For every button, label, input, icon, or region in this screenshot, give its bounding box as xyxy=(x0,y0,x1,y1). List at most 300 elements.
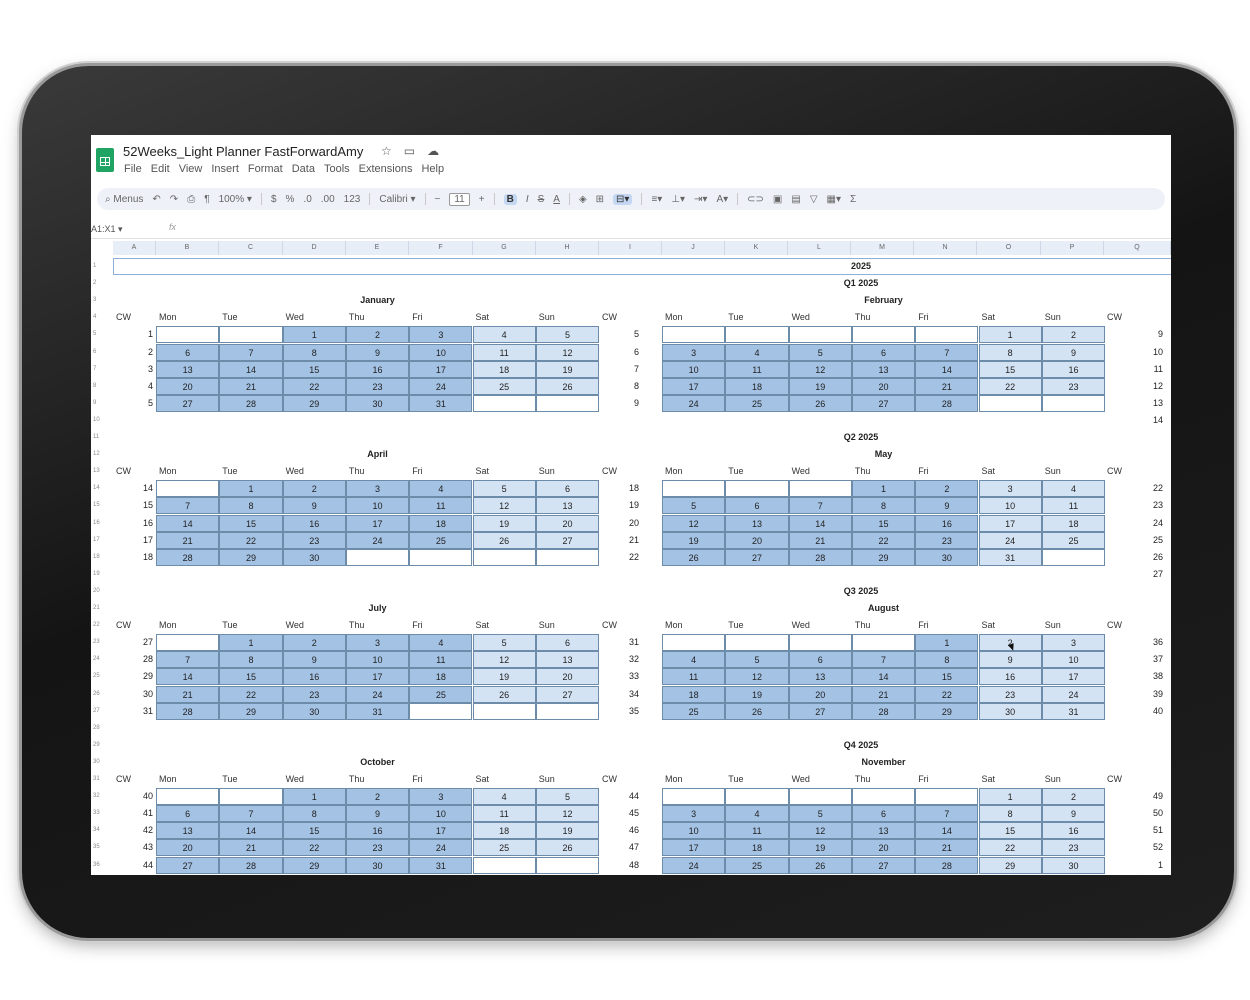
day-cell[interactable] xyxy=(536,703,599,720)
day-cell[interactable]: 21 xyxy=(156,686,219,703)
day-cell[interactable]: 23 xyxy=(979,686,1042,703)
day-cell[interactable]: 22 xyxy=(979,839,1042,856)
menu-format[interactable]: Format xyxy=(247,163,283,175)
day-cell[interactable]: 27 xyxy=(852,857,915,874)
increase-decimal-button[interactable]: .00 xyxy=(320,193,335,205)
menu-tools[interactable]: Tools xyxy=(323,163,350,175)
day-cell[interactable]: 25 xyxy=(725,395,788,412)
strikethrough-icon[interactable]: S xyxy=(537,193,545,205)
day-cell[interactable]: 12 xyxy=(536,344,599,361)
day-cell[interactable]: 15 xyxy=(219,515,282,532)
day-cell[interactable] xyxy=(662,326,725,343)
day-cell[interactable]: 31 xyxy=(979,549,1042,566)
day-cell[interactable]: 26 xyxy=(473,686,536,703)
font-select[interactable]: Calibri ▾ xyxy=(379,193,416,205)
day-cell[interactable] xyxy=(725,326,788,343)
bold-button[interactable]: B xyxy=(504,194,517,205)
day-cell[interactable]: 11 xyxy=(725,361,788,378)
day-cell[interactable]: 8 xyxy=(283,344,346,361)
day-cell[interactable]: 10 xyxy=(662,361,725,378)
day-cell[interactable]: 14 xyxy=(852,668,915,685)
day-cell[interactable]: 29 xyxy=(219,549,282,566)
row-header[interactable]: 5 xyxy=(93,331,97,338)
day-cell[interactable]: 19 xyxy=(725,686,788,703)
day-cell[interactable] xyxy=(725,634,788,651)
day-cell[interactable]: 28 xyxy=(156,703,219,720)
day-cell[interactable]: 5 xyxy=(725,651,788,668)
day-cell[interactable]: 6 xyxy=(536,480,599,497)
day-cell[interactable]: 12 xyxy=(473,651,536,668)
day-cell[interactable]: 8 xyxy=(219,497,282,514)
day-cell[interactable]: 20 xyxy=(852,839,915,856)
filter-icon[interactable]: ▽ xyxy=(809,193,818,205)
day-cell[interactable]: 2 xyxy=(915,480,978,497)
name-box[interactable]: A1:X1 ▾ xyxy=(91,224,123,234)
day-cell[interactable]: 19 xyxy=(536,361,599,378)
row-header[interactable]: 18 xyxy=(93,553,100,560)
day-cell[interactable] xyxy=(536,857,599,874)
column-header[interactable]: L xyxy=(788,241,851,255)
day-cell[interactable] xyxy=(473,703,536,720)
decrease-decimal-button[interactable]: .0 xyxy=(303,193,312,205)
day-cell[interactable]: 23 xyxy=(1042,378,1105,395)
day-cell[interactable] xyxy=(156,480,219,497)
align-vertical-icon[interactable]: ⊥▾ xyxy=(671,193,686,205)
day-cell[interactable]: 17 xyxy=(662,839,725,856)
day-cell[interactable]: 28 xyxy=(789,549,852,566)
day-cell[interactable]: 25 xyxy=(473,839,536,856)
font-size-decrease-icon[interactable]: − xyxy=(434,193,441,205)
zoom-select[interactable]: 100% ▾ xyxy=(218,193,252,205)
day-cell[interactable] xyxy=(156,788,219,805)
menu-edit[interactable]: Edit xyxy=(150,163,170,175)
day-cell[interactable] xyxy=(852,634,915,651)
day-cell[interactable]: 2 xyxy=(283,634,346,651)
day-cell[interactable]: 30 xyxy=(1042,857,1105,874)
redo-icon[interactable]: ↷ xyxy=(169,193,179,205)
day-cell[interactable]: 1 xyxy=(219,480,282,497)
column-header[interactable]: B xyxy=(156,241,219,255)
day-cell[interactable]: 3 xyxy=(1042,634,1105,651)
day-cell[interactable] xyxy=(156,326,219,343)
day-cell[interactable]: 7 xyxy=(156,651,219,668)
day-cell[interactable]: 9 xyxy=(283,497,346,514)
day-cell[interactable]: 2 xyxy=(283,480,346,497)
day-cell[interactable] xyxy=(473,549,536,566)
menu-extensions[interactable]: Extensions xyxy=(358,163,413,175)
row-header[interactable]: 34 xyxy=(93,827,100,834)
day-cell[interactable]: 10 xyxy=(662,822,725,839)
menu-insert[interactable]: Insert xyxy=(211,163,239,175)
chart-icon[interactable]: ▤ xyxy=(791,193,801,205)
day-cell[interactable]: 18 xyxy=(725,378,788,395)
day-cell[interactable]: 20 xyxy=(789,686,852,703)
day-cell[interactable]: 4 xyxy=(409,634,472,651)
day-cell[interactable]: 4 xyxy=(473,788,536,805)
day-cell[interactable]: 6 xyxy=(725,497,788,514)
day-cell[interactable]: 9 xyxy=(346,805,409,822)
day-cell[interactable]: 13 xyxy=(789,668,852,685)
day-cell[interactable]: 14 xyxy=(219,822,282,839)
row-header[interactable]: 15 xyxy=(93,502,100,509)
day-cell[interactable]: 22 xyxy=(219,686,282,703)
day-cell[interactable]: 4 xyxy=(409,480,472,497)
day-cell[interactable]: 6 xyxy=(536,634,599,651)
day-cell[interactable]: 15 xyxy=(979,361,1042,378)
day-cell[interactable]: 20 xyxy=(536,515,599,532)
day-cell[interactable]: 18 xyxy=(1042,515,1105,532)
day-cell[interactable]: 26 xyxy=(662,549,725,566)
print-icon[interactable]: ⎙ xyxy=(187,193,196,205)
column-header[interactable]: C xyxy=(219,241,283,255)
day-cell[interactable]: 14 xyxy=(789,515,852,532)
day-cell[interactable]: 27 xyxy=(536,686,599,703)
day-cell[interactable]: 8 xyxy=(979,805,1042,822)
row-header[interactable]: 24 xyxy=(93,656,100,663)
day-cell[interactable]: 20 xyxy=(156,839,219,856)
day-cell[interactable] xyxy=(789,788,852,805)
day-cell[interactable]: 3 xyxy=(346,634,409,651)
day-cell[interactable]: 3 xyxy=(346,480,409,497)
day-cell[interactable]: 24 xyxy=(1042,686,1105,703)
day-cell[interactable]: 13 xyxy=(156,822,219,839)
column-header[interactable]: O xyxy=(977,241,1041,255)
day-cell[interactable]: 22 xyxy=(219,532,282,549)
day-cell[interactable]: 31 xyxy=(409,395,472,412)
day-cell[interactable]: 5 xyxy=(789,805,852,822)
day-cell[interactable]: 7 xyxy=(156,497,219,514)
day-cell[interactable]: 26 xyxy=(536,378,599,395)
day-cell[interactable]: 1 xyxy=(283,788,346,805)
day-cell[interactable]: 13 xyxy=(852,822,915,839)
row-header[interactable]: 36 xyxy=(93,861,100,868)
day-cell[interactable]: 17 xyxy=(979,515,1042,532)
column-header[interactable]: J xyxy=(662,241,725,255)
row-header[interactable]: 9 xyxy=(93,399,97,406)
day-cell[interactable]: 8 xyxy=(283,805,346,822)
day-cell[interactable]: 19 xyxy=(789,839,852,856)
day-cell[interactable]: 21 xyxy=(852,686,915,703)
day-cell[interactable]: 16 xyxy=(283,668,346,685)
day-cell[interactable]: 17 xyxy=(1042,668,1105,685)
day-cell[interactable]: 8 xyxy=(915,651,978,668)
day-cell[interactable]: 18 xyxy=(409,668,472,685)
day-cell[interactable]: 22 xyxy=(283,839,346,856)
day-cell[interactable]: 22 xyxy=(283,378,346,395)
day-cell[interactable]: 30 xyxy=(915,549,978,566)
day-cell[interactable]: 6 xyxy=(789,651,852,668)
column-header[interactable]: A xyxy=(113,241,156,255)
day-cell[interactable]: 3 xyxy=(979,480,1042,497)
day-cell[interactable]: 3 xyxy=(662,344,725,361)
font-size-input[interactable]: 11 xyxy=(449,193,469,206)
day-cell[interactable]: 16 xyxy=(346,822,409,839)
day-cell[interactable]: 18 xyxy=(409,515,472,532)
column-header[interactable]: Q xyxy=(1104,241,1171,255)
day-cell[interactable]: 10 xyxy=(409,344,472,361)
menu-file[interactable]: File xyxy=(124,163,142,175)
day-cell[interactable]: 6 xyxy=(852,344,915,361)
day-cell[interactable]: 4 xyxy=(473,326,536,343)
sheets-logo-icon[interactable] xyxy=(96,148,114,172)
row-header[interactable]: 23 xyxy=(93,639,100,646)
day-cell[interactable]: 30 xyxy=(283,703,346,720)
day-cell[interactable]: 23 xyxy=(283,686,346,703)
cloud-icon[interactable]: ☁ xyxy=(427,144,440,158)
search-menus[interactable] xyxy=(105,194,143,205)
day-cell[interactable]: 13 xyxy=(725,515,788,532)
day-cell[interactable]: 25 xyxy=(409,532,472,549)
day-cell[interactable]: 16 xyxy=(283,515,346,532)
day-cell[interactable]: 10 xyxy=(1042,651,1105,668)
day-cell[interactable] xyxy=(979,395,1042,412)
day-cell[interactable]: 29 xyxy=(219,703,282,720)
day-cell[interactable]: 4 xyxy=(1042,480,1105,497)
day-cell[interactable]: 1 xyxy=(979,788,1042,805)
day-cell[interactable]: 24 xyxy=(346,686,409,703)
day-cell[interactable]: 9 xyxy=(1042,344,1105,361)
row-header[interactable]: 4 xyxy=(93,314,97,321)
day-cell[interactable] xyxy=(725,788,788,805)
day-cell[interactable]: 10 xyxy=(346,497,409,514)
day-cell[interactable]: 1 xyxy=(852,480,915,497)
paint-format-icon[interactable]: ¶ xyxy=(204,193,210,205)
day-cell[interactable]: 10 xyxy=(979,497,1042,514)
day-cell[interactable]: 1 xyxy=(283,326,346,343)
day-cell[interactable]: 7 xyxy=(219,805,282,822)
day-cell[interactable]: 11 xyxy=(1042,497,1105,514)
day-cell[interactable]: 11 xyxy=(473,344,536,361)
day-cell[interactable]: 4 xyxy=(725,344,788,361)
day-cell[interactable]: 1 xyxy=(979,326,1042,343)
row-header[interactable]: 7 xyxy=(93,365,97,372)
day-cell[interactable]: 16 xyxy=(979,668,1042,685)
day-cell[interactable]: 15 xyxy=(283,361,346,378)
column-header[interactable]: H xyxy=(536,241,599,255)
day-cell[interactable]: 28 xyxy=(219,395,282,412)
column-header[interactable]: K xyxy=(725,241,788,255)
borders-icon[interactable]: ⊞ xyxy=(595,193,605,205)
day-cell[interactable]: 28 xyxy=(915,395,978,412)
day-cell[interactable]: 19 xyxy=(662,532,725,549)
day-cell[interactable]: 13 xyxy=(852,361,915,378)
italic-button[interactable]: I xyxy=(525,193,529,205)
day-cell[interactable]: 16 xyxy=(346,361,409,378)
day-cell[interactable]: 24 xyxy=(662,395,725,412)
day-cell[interactable]: 9 xyxy=(346,344,409,361)
column-header[interactable]: I xyxy=(599,241,662,255)
day-cell[interactable]: 17 xyxy=(409,361,472,378)
day-cell[interactable]: 4 xyxy=(662,651,725,668)
day-cell[interactable]: 27 xyxy=(156,395,219,412)
day-cell[interactable]: 29 xyxy=(852,549,915,566)
day-cell[interactable]: 25 xyxy=(725,857,788,874)
day-cell[interactable]: 19 xyxy=(473,668,536,685)
day-cell[interactable]: 25 xyxy=(473,378,536,395)
day-cell[interactable]: 5 xyxy=(789,344,852,361)
column-header[interactable]: M xyxy=(851,241,914,255)
day-cell[interactable] xyxy=(915,326,978,343)
day-cell[interactable]: 15 xyxy=(915,668,978,685)
day-cell[interactable]: 1 xyxy=(219,634,282,651)
day-cell[interactable]: 25 xyxy=(409,686,472,703)
day-cell[interactable] xyxy=(1042,395,1105,412)
day-cell[interactable]: 18 xyxy=(473,822,536,839)
row-header[interactable]: 20 xyxy=(93,587,100,594)
link-icon[interactable]: ⊂⊃ xyxy=(747,193,764,205)
day-cell[interactable]: 26 xyxy=(473,532,536,549)
day-cell[interactable]: 25 xyxy=(662,703,725,720)
day-cell[interactable]: 7 xyxy=(219,344,282,361)
day-cell[interactable] xyxy=(409,549,472,566)
day-cell[interactable]: 20 xyxy=(852,378,915,395)
row-header[interactable]: 30 xyxy=(93,758,100,765)
number-format-button[interactable]: 123 xyxy=(343,193,361,205)
day-cell[interactable]: 6 xyxy=(852,805,915,822)
row-header[interactable]: 31 xyxy=(93,776,100,782)
day-cell[interactable]: 31 xyxy=(346,703,409,720)
menu-data[interactable]: Data xyxy=(291,163,315,175)
day-cell[interactable]: 23 xyxy=(1042,839,1105,856)
row-header[interactable]: 27 xyxy=(93,707,100,714)
day-cell[interactable]: 14 xyxy=(915,361,978,378)
day-cell[interactable] xyxy=(725,480,788,497)
day-cell[interactable]: 21 xyxy=(789,532,852,549)
day-cell[interactable]: 28 xyxy=(156,549,219,566)
day-cell[interactable]: 18 xyxy=(725,839,788,856)
day-cell[interactable]: 11 xyxy=(725,822,788,839)
day-cell[interactable]: 23 xyxy=(283,532,346,549)
column-header[interactable]: D xyxy=(283,241,346,255)
day-cell[interactable] xyxy=(409,703,472,720)
day-cell[interactable]: 29 xyxy=(283,857,346,874)
day-cell[interactable]: 29 xyxy=(283,395,346,412)
day-cell[interactable]: 21 xyxy=(915,839,978,856)
document-title[interactable]: 52Weeks_Light Planner FastForwardAmy xyxy=(123,144,364,159)
day-cell[interactable]: 1 xyxy=(915,634,978,651)
currency-button[interactable]: $ xyxy=(270,193,277,205)
day-cell[interactable]: 2 xyxy=(1042,788,1105,805)
day-cell[interactable]: 2 xyxy=(1042,326,1105,343)
align-horizontal-icon[interactable]: ≡▾ xyxy=(651,193,663,205)
text-wrap-icon[interactable]: ⇥▾ xyxy=(694,193,708,205)
folder-icon[interactable]: ▭ xyxy=(403,144,416,158)
day-cell[interactable]: 12 xyxy=(473,497,536,514)
menu-view[interactable]: View xyxy=(178,163,203,175)
functions-icon[interactable]: Σ xyxy=(850,193,857,205)
row-header[interactable]: 21 xyxy=(93,605,100,611)
row-header[interactable]: 26 xyxy=(93,690,100,697)
day-cell[interactable]: 28 xyxy=(852,703,915,720)
day-cell[interactable] xyxy=(789,634,852,651)
comment-icon[interactable]: ▣ xyxy=(772,193,783,205)
day-cell[interactable]: 17 xyxy=(409,822,472,839)
day-cell[interactable]: 19 xyxy=(789,378,852,395)
row-header[interactable]: 14 xyxy=(93,485,100,492)
day-cell[interactable]: 19 xyxy=(473,515,536,532)
row-header[interactable]: 11 xyxy=(93,434,100,440)
day-cell[interactable]: 20 xyxy=(156,378,219,395)
day-cell[interactable] xyxy=(156,634,219,651)
day-cell[interactable]: 5 xyxy=(473,634,536,651)
day-cell[interactable]: 24 xyxy=(409,378,472,395)
row-header[interactable]: 29 xyxy=(93,741,100,748)
day-cell[interactable] xyxy=(852,326,915,343)
row-header[interactable]: 8 xyxy=(93,382,97,389)
day-cell[interactable]: 19 xyxy=(536,822,599,839)
day-cell[interactable]: 17 xyxy=(662,378,725,395)
day-cell[interactable]: 9 xyxy=(979,651,1042,668)
day-cell[interactable]: 23 xyxy=(915,532,978,549)
day-cell[interactable]: 11 xyxy=(662,668,725,685)
day-cell[interactable]: 31 xyxy=(409,857,472,874)
day-cell[interactable]: 26 xyxy=(789,395,852,412)
day-cell[interactable]: 6 xyxy=(156,805,219,822)
day-cell[interactable]: 16 xyxy=(915,515,978,532)
day-cell[interactable] xyxy=(536,549,599,566)
day-cell[interactable] xyxy=(852,788,915,805)
day-cell[interactable] xyxy=(346,549,409,566)
row-header[interactable]: 6 xyxy=(93,348,97,355)
day-cell[interactable]: 11 xyxy=(473,805,536,822)
row-header[interactable]: 25 xyxy=(93,673,100,680)
day-cell[interactable]: 15 xyxy=(852,515,915,532)
star-icon[interactable]: ☆ xyxy=(381,144,392,158)
row-header[interactable]: 3 xyxy=(93,297,97,304)
year-merged-cell[interactable] xyxy=(113,258,1171,275)
day-cell[interactable]: 28 xyxy=(219,857,282,874)
column-header[interactable]: E xyxy=(346,241,409,255)
day-cell[interactable]: 2 xyxy=(346,326,409,343)
column-header[interactable]: N xyxy=(914,241,977,255)
day-cell[interactable]: 9 xyxy=(915,497,978,514)
day-cell[interactable]: 27 xyxy=(789,703,852,720)
day-cell[interactable]: 5 xyxy=(662,497,725,514)
day-cell[interactable]: 13 xyxy=(156,361,219,378)
day-cell[interactable]: 11 xyxy=(409,651,472,668)
row-header[interactable]: 12 xyxy=(93,451,100,458)
day-cell[interactable]: 8 xyxy=(219,651,282,668)
day-cell[interactable] xyxy=(219,788,282,805)
day-cell[interactable]: 21 xyxy=(219,839,282,856)
day-cell[interactable]: 7 xyxy=(915,805,978,822)
row-header[interactable]: 22 xyxy=(93,622,100,629)
day-cell[interactable]: 15 xyxy=(979,822,1042,839)
day-cell[interactable] xyxy=(662,788,725,805)
day-cell[interactable]: 3 xyxy=(409,326,472,343)
row-header[interactable]: 13 xyxy=(93,468,100,475)
day-cell[interactable]: 27 xyxy=(852,395,915,412)
day-cell[interactable]: 2 xyxy=(346,788,409,805)
menu-help[interactable]: Help xyxy=(421,163,445,175)
day-cell[interactable]: 9 xyxy=(1042,805,1105,822)
day-cell[interactable]: 17 xyxy=(346,515,409,532)
day-cell[interactable]: 12 xyxy=(536,805,599,822)
day-cell[interactable]: 12 xyxy=(789,361,852,378)
row-header[interactable]: 28 xyxy=(93,724,100,731)
day-cell[interactable]: 24 xyxy=(979,532,1042,549)
sheet-grid[interactable] xyxy=(91,241,1171,875)
day-cell[interactable]: 7 xyxy=(789,497,852,514)
day-cell[interactable]: 29 xyxy=(915,703,978,720)
day-cell[interactable]: 22 xyxy=(852,532,915,549)
day-cell[interactable]: 12 xyxy=(789,822,852,839)
day-cell[interactable]: 26 xyxy=(789,857,852,874)
undo-icon[interactable]: ↶ xyxy=(152,193,161,205)
day-cell[interactable]: 17 xyxy=(346,668,409,685)
column-header[interactable]: F xyxy=(409,241,473,255)
day-cell[interactable]: 15 xyxy=(219,668,282,685)
